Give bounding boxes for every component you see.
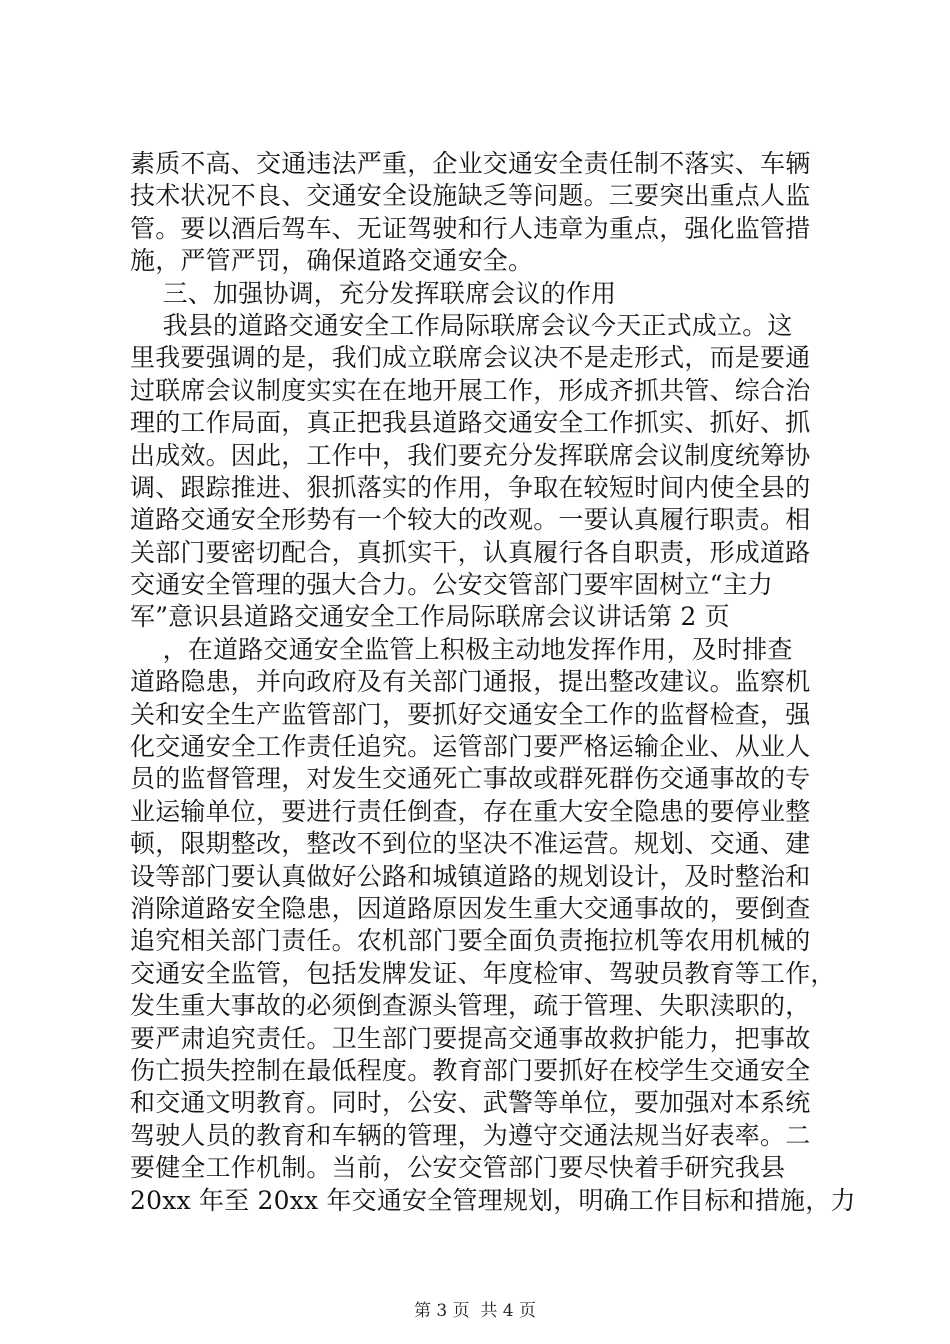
- text-line: 驾驶人员的教育和车辆的管理，为遵守交通法规当好表率。二: [130, 1120, 811, 1150]
- text-line: 顿，限期整改，整改不到位的坚决不准运营。规划、交通、建: [130, 829, 811, 859]
- text-line: 消除道路安全隐患，因道路原因发生重大交通事故的，要倒查: [130, 893, 811, 923]
- text-line: 要健全工作机制。当前，公安交管部门要尽快着手研究我县: [130, 1153, 786, 1183]
- text-line: ，在道路交通安全监管上积极主动地发挥作用，及时排查: [130, 634, 793, 664]
- text-line: 道路隐患，并向政府及有关部门通报，提出整改建议。监察机: [130, 667, 811, 697]
- text-line: 交通安全管理的强大合力。公安交管部门要牢固树立“主力: [130, 570, 773, 600]
- text-line: 施，严管严罚，确保道路交通安全。: [130, 246, 534, 276]
- text-line: 追究相关部门责任。农机部门要全面负责拖拉机等农用机械的: [130, 926, 811, 956]
- text-line: 我县的道路交通安全工作局际联席会议今天正式成立。这: [130, 310, 793, 340]
- text-line: 伤亡损失控制在最低程度。教育部门要抓好在校学生交通安全: [130, 1055, 811, 1085]
- text-line: 要严肃追究责任。卫生部门要提高交通事故救护能力，把事故: [130, 1023, 811, 1053]
- section-heading: 三、加强协调，充分发挥联席会议的作用: [130, 278, 617, 308]
- page-footer: 第 3 页 共 4 页: [413, 1301, 537, 1321]
- text-line: 交通安全监管，包括发牌发证、年度检审、驾驶员教育等工作，: [130, 958, 836, 988]
- text-line: 和交通文明教育。同时，公安、武警等单位，要加强对本系统: [130, 1088, 811, 1118]
- text-line: 技术状况不良、交通安全设施缺乏等问题。三要突出重点人监: [130, 181, 811, 211]
- text-line: 发生重大事故的必须倒查源头管理，疏于管理、失职渎职的，: [130, 991, 811, 1021]
- text-line: 军”意识县道路交通安全工作局际联席会议讲话第 2 页: [130, 602, 730, 632]
- text-line: 出成效。因此，工作中，我们要充分发挥联席会议制度统筹协: [130, 440, 811, 470]
- text-line: 素质不高、交通违法严重，企业交通安全责任制不落实、车辆: [130, 149, 811, 178]
- text-line: 管。要以酒后驾车、无证驾驶和行人违章为重点，强化监管措: [130, 213, 811, 243]
- text-line: 设等部门要认真做好公路和城镇道路的规划设计，及时整治和: [130, 861, 811, 891]
- text-line: 道路交通安全形势有一个较大的改观。一要认真履行职责。相: [130, 505, 811, 535]
- text-line: 化交通安全工作责任追究。运管部门要严格运输企业、从业人: [130, 732, 811, 762]
- text-line: 关部门要密切配合，真抓实干，认真履行各自职责，形成道路: [130, 537, 811, 567]
- text-line: 调、跟踪推进、狠抓落实的作用，争取在较短时间内使全县的: [130, 472, 811, 502]
- text-line: 里我要强调的是，我们成立联席会议决不是走形式，而是要通: [130, 343, 811, 373]
- text-line: 关和安全生产监管部门，要抓好交通安全工作的监督检查，强: [130, 699, 811, 729]
- text-line: 业运输单位，要进行责任倒查，存在重大安全隐患的要停业整: [130, 796, 811, 826]
- text-line: 理的工作局面，真正把我县道路交通安全工作抓实、抓好、抓: [130, 408, 811, 438]
- text-line: 过联席会议制度实实在在地开展工作，形成齐抓共管、综合治: [130, 375, 811, 405]
- text-line: 员的监督管理，对发生交通死亡事故或群死群伤交通事故的专: [130, 764, 811, 794]
- text-line: 20xx 年至 20xx 年交通安全管理规划，明确工作目标和措施，力: [130, 1185, 856, 1215]
- body-text: [130, 148, 856, 1217]
